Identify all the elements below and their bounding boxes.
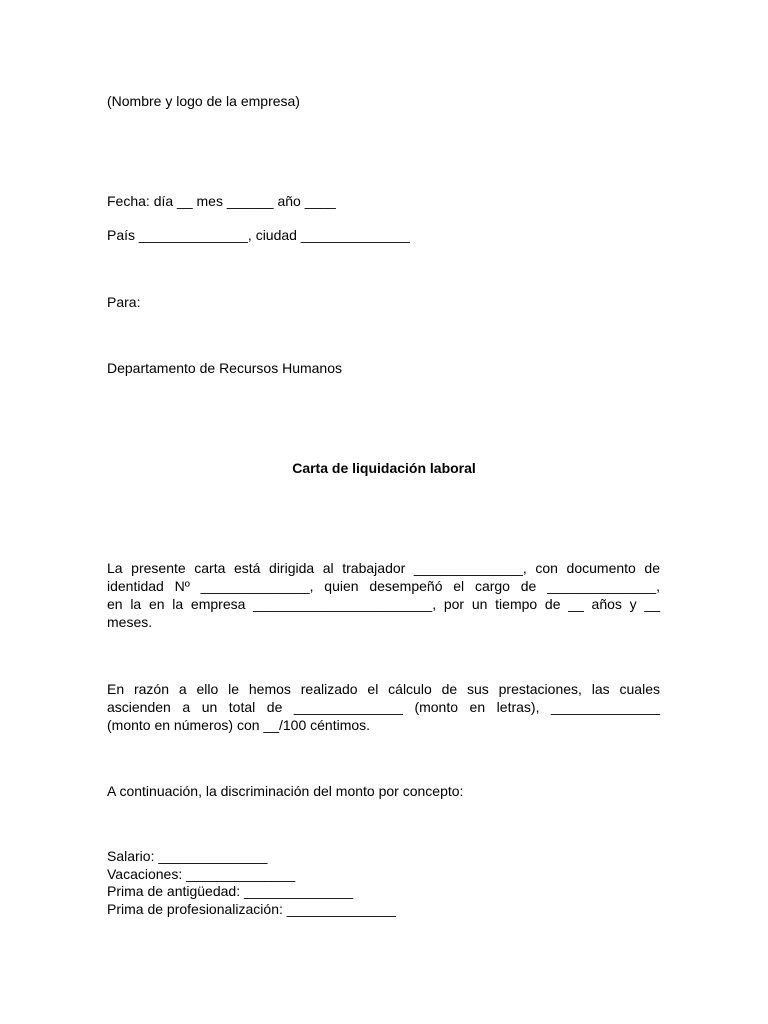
concept-item-seniority-bonus: Prima de antigüedad: ______________: [107, 883, 353, 899]
concept-item-salary: Salario: ______________: [107, 848, 268, 864]
paragraph-line: identidad Nº ______________, quien desempeñó el cargo de ______________,: [107, 578, 660, 594]
company-placeholder: (Nombre y logo de la empresa): [107, 93, 300, 109]
paragraph-line: En razón a ello le hemos realizado el cálculo de sus prestaciones, las cuales: [107, 681, 660, 697]
date-line: Fecha: día __ mes ______ año ____: [107, 193, 336, 209]
paragraph-intro: [107, 559, 660, 631]
recipient-label: Para:: [107, 294, 141, 310]
paragraph-line: La presente carta está dirigida al trabajador ______________, con documento de: [107, 560, 660, 576]
paragraph-line: meses.: [107, 614, 153, 630]
paragraph-line: A continuación, la discriminación del monto por concepto:: [107, 783, 464, 799]
paragraph-line: (monto en números) con __/100 céntimos.: [107, 717, 371, 733]
paragraph-calculation: [107, 680, 660, 734]
paragraph-line: en la en la empresa _______________________, por un tiempo de __ años y __: [107, 596, 660, 612]
paragraph-breakdown-intro: [107, 782, 660, 800]
concept-item-vacation: Vacaciones: ______________: [107, 865, 296, 882]
letter-title: Carta de liquidación laboral: [292, 460, 476, 476]
department-line: Departamento de Recursos Humanos: [107, 360, 343, 376]
paragraph-line: ascienden a un total de ______________ (monto en letras), ______________: [107, 699, 660, 715]
concept-list: [107, 848, 396, 918]
concept-item-professionalization-bonus: Prima de profesionalización: ______________: [107, 900, 396, 917]
place-line: País ______________, ciudad ______________: [107, 227, 410, 243]
